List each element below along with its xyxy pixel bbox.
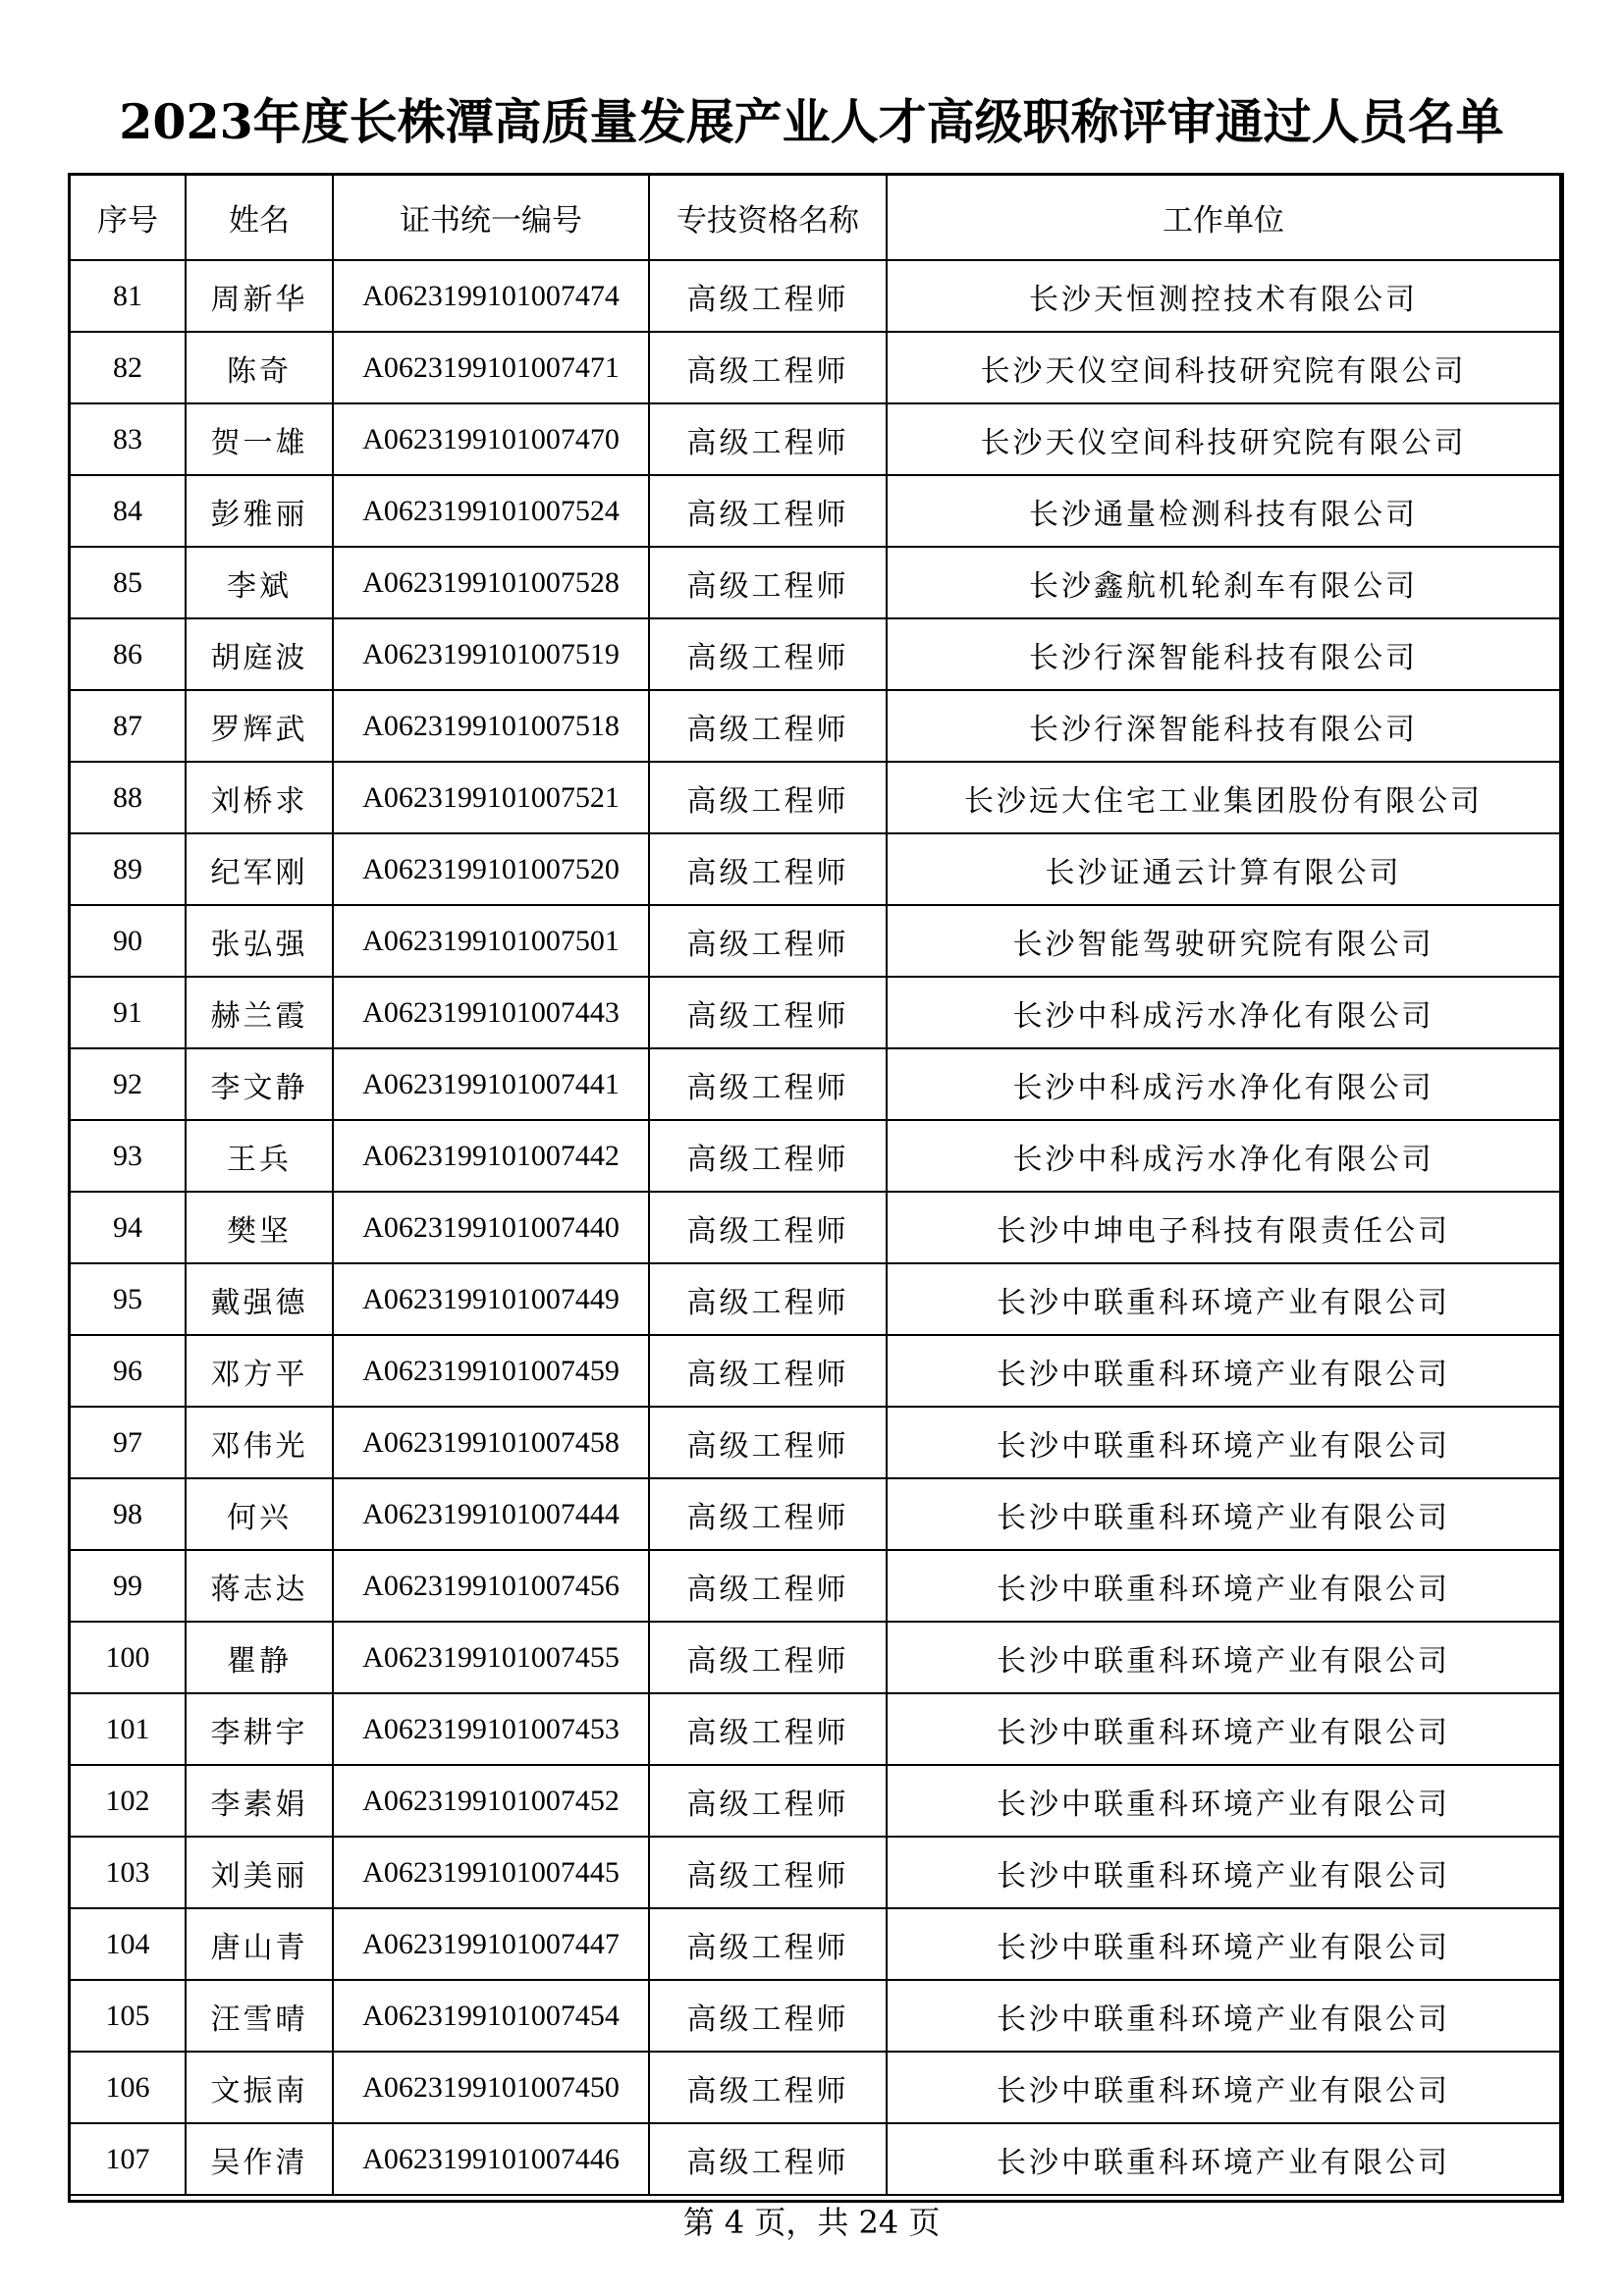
cell-qual: 高级工程师: [649, 260, 887, 332]
cell-no: 98: [70, 1478, 186, 1550]
cell-qual: 高级工程师: [649, 833, 887, 905]
roster-table: [69, 174, 1561, 2196]
table-row: [70, 332, 1560, 403]
cell-name: 纪军刚: [186, 833, 333, 905]
cell-qual: 高级工程师: [649, 1263, 887, 1335]
cell-name: 赫兰霞: [186, 977, 333, 1048]
table-row: [70, 905, 1560, 977]
table-row: [70, 2123, 1560, 2195]
cell-qual: 高级工程师: [649, 618, 887, 690]
cell-no: 96: [70, 1335, 186, 1407]
cell-unit: 长沙中科成污水净化有限公司: [887, 1048, 1560, 1120]
table-row: [70, 1837, 1560, 1908]
cell-name: 邓方平: [186, 1335, 333, 1407]
cell-cert: A0623199101007442: [333, 1120, 649, 1192]
cell-qual: 高级工程师: [649, 1837, 887, 1908]
cell-name: 贺一雄: [186, 403, 333, 475]
table-row: [70, 1192, 1560, 1263]
cell-no: 85: [70, 547, 186, 618]
cell-cert: A0623199101007452: [333, 1765, 649, 1837]
table-row: [70, 1550, 1560, 1622]
cell-no: 104: [70, 1908, 186, 1980]
cell-no: 89: [70, 833, 186, 905]
table-row: [70, 260, 1560, 332]
cell-qual: 高级工程师: [649, 1048, 887, 1120]
table-body: [70, 260, 1560, 2195]
table-row: [70, 1120, 1560, 1192]
cell-name: 胡庭波: [186, 618, 333, 690]
cell-unit: 长沙通量检测科技有限公司: [887, 475, 1560, 547]
table-row: [70, 2052, 1560, 2123]
cell-no: 84: [70, 475, 186, 547]
cell-no: 101: [70, 1693, 186, 1765]
cell-name: 周新华: [186, 260, 333, 332]
cell-qual: 高级工程师: [649, 1192, 887, 1263]
cell-name: 汪雪晴: [186, 1980, 333, 2052]
cell-cert: A0623199101007445: [333, 1837, 649, 1908]
cell-qual: 高级工程师: [649, 1693, 887, 1765]
cell-name: 蒋志达: [186, 1550, 333, 1622]
cell-unit: 长沙中联重科环境产业有限公司: [887, 1765, 1560, 1837]
table-row: [70, 1407, 1560, 1478]
cell-no: 100: [70, 1622, 186, 1693]
cell-name: 刘美丽: [186, 1837, 333, 1908]
cell-unit: 长沙智能驾驶研究院有限公司: [887, 905, 1560, 977]
cell-no: 99: [70, 1550, 186, 1622]
cell-cert: A0623199101007528: [333, 547, 649, 618]
cell-qual: 高级工程师: [649, 2123, 887, 2195]
cell-no: 91: [70, 977, 186, 1048]
cell-qual: 高级工程师: [649, 1550, 887, 1622]
cell-cert: A0623199101007456: [333, 1550, 649, 1622]
cell-cert: A0623199101007443: [333, 977, 649, 1048]
cell-unit: 长沙天恒测控技术有限公司: [887, 260, 1560, 332]
cell-cert: A0623199101007454: [333, 1980, 649, 2052]
cell-unit: 长沙天仪空间科技研究院有限公司: [887, 403, 1560, 475]
cell-unit: 长沙中联重科环境产业有限公司: [887, 2052, 1560, 2123]
cell-cert: A0623199101007501: [333, 905, 649, 977]
cell-unit: 长沙中联重科环境产业有限公司: [887, 1908, 1560, 1980]
cell-unit: 长沙中联重科环境产业有限公司: [887, 1550, 1560, 1622]
cell-name: 吴作清: [186, 2123, 333, 2195]
cell-name: 李素娟: [186, 1765, 333, 1837]
cell-cert: A0623199101007520: [333, 833, 649, 905]
cell-cert: A0623199101007449: [333, 1263, 649, 1335]
cell-cert: A0623199101007470: [333, 403, 649, 475]
cell-cert: A0623199101007518: [333, 690, 649, 762]
cell-qual: 高级工程师: [649, 1407, 887, 1478]
cell-unit: 长沙中联重科环境产业有限公司: [887, 1335, 1560, 1407]
cell-name: 邓伟光: [186, 1407, 333, 1478]
cell-unit: 长沙中联重科环境产业有限公司: [887, 1837, 1560, 1908]
cell-unit: 长沙中联重科环境产业有限公司: [887, 2123, 1560, 2195]
cell-no: 94: [70, 1192, 186, 1263]
cell-name: 彭雅丽: [186, 475, 333, 547]
cell-qual: 高级工程师: [649, 332, 887, 403]
cell-unit: 长沙中联重科环境产业有限公司: [887, 1478, 1560, 1550]
cell-unit: 长沙中联重科环境产业有限公司: [887, 1980, 1560, 2052]
cell-qual: 高级工程师: [649, 1980, 887, 2052]
header-cert: 证书统一编号: [333, 175, 649, 260]
cell-cert: A0623199101007450: [333, 2052, 649, 2123]
header-no: 序号: [70, 175, 186, 260]
cell-unit: 长沙行深智能科技有限公司: [887, 690, 1560, 762]
cell-qual: 高级工程师: [649, 403, 887, 475]
cell-unit: 长沙天仪空间科技研究院有限公司: [887, 332, 1560, 403]
table-row: [70, 403, 1560, 475]
cell-qual: 高级工程师: [649, 690, 887, 762]
cell-cert: A0623199101007441: [333, 1048, 649, 1120]
cell-no: 93: [70, 1120, 186, 1192]
cell-unit: 长沙中联重科环境产业有限公司: [887, 1407, 1560, 1478]
cell-qual: 高级工程师: [649, 1335, 887, 1407]
table-row: [70, 1765, 1560, 1837]
table-row: [70, 1263, 1560, 1335]
cell-no: 87: [70, 690, 186, 762]
cell-cert: A0623199101007446: [333, 2123, 649, 2195]
cell-cert: A0623199101007453: [333, 1693, 649, 1765]
cell-cert: A0623199101007474: [333, 260, 649, 332]
cell-unit: 长沙中联重科环境产业有限公司: [887, 1693, 1560, 1765]
cell-no: 90: [70, 905, 186, 977]
cell-qual: 高级工程师: [649, 547, 887, 618]
cell-name: 张弘强: [186, 905, 333, 977]
page-footer: 第 4 页，共 24 页: [682, 2204, 941, 2241]
cell-unit: 长沙中联重科环境产业有限公司: [887, 1263, 1560, 1335]
cell-name: 罗辉武: [186, 690, 333, 762]
cell-cert: A0623199101007459: [333, 1335, 649, 1407]
header-unit: 工作单位: [887, 175, 1560, 260]
cell-unit: 长沙中科成污水净化有限公司: [887, 977, 1560, 1048]
table-row: [70, 690, 1560, 762]
table-row: [70, 1478, 1560, 1550]
cell-unit: 长沙中联重科环境产业有限公司: [887, 1622, 1560, 1693]
cell-no: 106: [70, 2052, 186, 2123]
table-row: [70, 1048, 1560, 1120]
cell-no: 103: [70, 1837, 186, 1908]
table-row: [70, 1980, 1560, 2052]
table-row: [70, 1693, 1560, 1765]
cell-unit: 长沙行深智能科技有限公司: [887, 618, 1560, 690]
cell-unit: 长沙中坤电子科技有限责任公司: [887, 1192, 1560, 1263]
cell-qual: 高级工程师: [649, 762, 887, 833]
table-row: [70, 1622, 1560, 1693]
cell-name: 樊坚: [186, 1192, 333, 1263]
table-row: [70, 1908, 1560, 1980]
cell-name: 何兴: [186, 1478, 333, 1550]
cell-no: 107: [70, 2123, 186, 2195]
cell-no: 92: [70, 1048, 186, 1120]
cell-qual: 高级工程师: [649, 905, 887, 977]
table-row: [70, 977, 1560, 1048]
cell-cert: A0623199101007521: [333, 762, 649, 833]
table-row: [70, 762, 1560, 833]
cell-qual: 高级工程师: [649, 1765, 887, 1837]
table-row: [70, 475, 1560, 547]
cell-no: 83: [70, 403, 186, 475]
cell-no: 81: [70, 260, 186, 332]
cell-name: 李文静: [186, 1048, 333, 1120]
cell-unit: 长沙远大住宅工业集团股份有限公司: [887, 762, 1560, 833]
cell-name: 李斌: [186, 547, 333, 618]
cell-name: 文振南: [186, 2052, 333, 2123]
cell-qual: 高级工程师: [649, 977, 887, 1048]
cell-qual: 高级工程师: [649, 475, 887, 547]
cell-cert: A0623199101007519: [333, 618, 649, 690]
cell-cert: A0623199101007444: [333, 1478, 649, 1550]
cell-name: 王兵: [186, 1120, 333, 1192]
cell-cert: A0623199101007447: [333, 1908, 649, 1980]
header-name: 姓名: [186, 175, 333, 260]
cell-qual: 高级工程师: [649, 1478, 887, 1550]
cell-cert: A0623199101007440: [333, 1192, 649, 1263]
cell-name: 瞿静: [186, 1622, 333, 1693]
cell-no: 95: [70, 1263, 186, 1335]
cell-no: 105: [70, 1980, 186, 2052]
cell-name: 刘桥求: [186, 762, 333, 833]
cell-no: 97: [70, 1407, 186, 1478]
cell-cert: A0623199101007471: [333, 332, 649, 403]
cell-qual: 高级工程师: [649, 1120, 887, 1192]
cell-name: 陈奇: [186, 332, 333, 403]
cell-unit: 长沙中科成污水净化有限公司: [887, 1120, 1560, 1192]
cell-cert: A0623199101007524: [333, 475, 649, 547]
cell-cert: A0623199101007458: [333, 1407, 649, 1478]
cell-qual: 高级工程师: [649, 2052, 887, 2123]
cell-no: 86: [70, 618, 186, 690]
cell-qual: 高级工程师: [649, 1622, 887, 1693]
cell-name: 唐山青: [186, 1908, 333, 1980]
cell-unit: 长沙鑫航机轮刹车有限公司: [887, 547, 1560, 618]
cell-qual: 高级工程师: [649, 1908, 887, 1980]
table-row: [70, 618, 1560, 690]
header-qual: 专技资格名称: [649, 175, 887, 260]
table-row: [70, 1335, 1560, 1407]
cell-no: 102: [70, 1765, 186, 1837]
page-title: 2023年度长株潭高质量发展产业人才高级职称评审通过人员名单: [119, 93, 1504, 150]
table-row: [70, 833, 1560, 905]
cell-unit: 长沙证通云计算有限公司: [887, 833, 1560, 905]
cell-no: 82: [70, 332, 186, 403]
table-row: [70, 547, 1560, 618]
table-header-row: [70, 175, 1560, 260]
cell-name: 李耕宇: [186, 1693, 333, 1765]
cell-name: 戴强德: [186, 1263, 333, 1335]
cell-cert: A0623199101007455: [333, 1622, 649, 1693]
cell-no: 88: [70, 762, 186, 833]
